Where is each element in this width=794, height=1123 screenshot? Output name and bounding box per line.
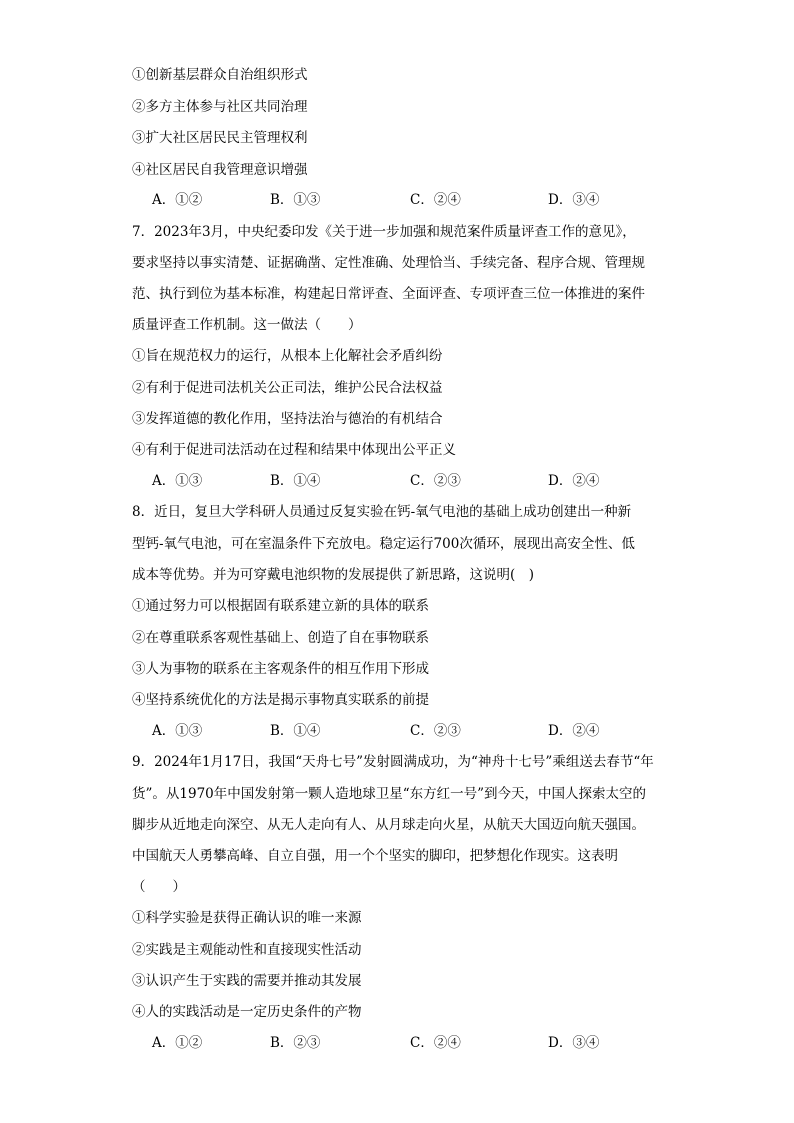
q9-stem-line-5: （ ）: [132, 879, 186, 895]
q9-choices: [152, 1033, 672, 1053]
q6-option-1: ①创新基层群众自治组织形式: [132, 67, 308, 83]
q8-option-1: ①通过努力可以根据固有联系建立新的具体的联系: [132, 598, 429, 614]
q7-stem-line-2: 要求坚持以事实清楚、证据确凿、定性准确、处理恰当、手续完备、程序合规、管理规: [132, 255, 645, 271]
q8-choice-b: B．①④: [270, 723, 321, 739]
q6-option-2: ②多方主体参与社区共同治理: [132, 99, 308, 115]
q8-option-4: ④坚持系统优化的方法是揭示事物真实联系的前提: [132, 692, 429, 708]
q9-choice-c: C．②④: [410, 1035, 461, 1051]
q7-option-2: ②有利于促进司法机关公正司法，维护公民合法权益: [132, 380, 443, 396]
q6-option-4: ④社区居民自我管理意识增强: [132, 162, 308, 178]
q8-option-3: ③人为事物的联系在主客观条件的相互作用下形成: [132, 661, 429, 677]
q7-option-3: ③发挥道德的教化作用，坚持法治与德治的有机结合: [132, 411, 443, 427]
q9-option-4: ④人的实践活动是一定历史条件的产物: [132, 1004, 362, 1020]
q8-choices: [152, 721, 672, 741]
q7-choice-c: C．②③: [410, 473, 461, 489]
q9-stem-line-1: 9．2024年1月17日，我国“天舟七号”发射圆满成功，为“神舟十七号”乘组送去春节“年: [132, 754, 654, 770]
q9-option-3: ③认识产生于实践的需要并推动其发展: [132, 973, 362, 989]
q6-choice-b: B．①③: [270, 192, 321, 208]
q9-option-2: ②实践是主观能动性和直接现实性活动: [132, 942, 362, 958]
q9-option-1: ①科学实验是获得正确认识的唯一来源: [132, 910, 362, 926]
q6-option-3: ③扩大社区居民民主管理权利: [132, 130, 308, 146]
q7-choice-d: D．②④: [548, 473, 600, 489]
q8-stem-line-2: 型钙-氧气电池，可在室温条件下充放电。稳定运行700次循环，展现出高安全性、低: [132, 536, 635, 552]
q9-stem-line-4: 中国航天人勇攀高峰、自立自强，用一个个坚实的脚印，把梦想化作现实。这表明: [132, 848, 618, 864]
q7-stem-line-1: 7．2023年3月，中央纪委印发《关于进一步加强和规范案件质量评查工作的意见》，: [132, 224, 636, 240]
q7-stem-line-3: 范、执行到位为基本标准，构建起日常评查、全面评查、专项评查三位一体推进的案件: [132, 286, 645, 302]
q7-option-4: ④有利于促进司法活动在过程和结果中体现出公平正义: [132, 442, 456, 458]
q8-choice-a: A．①③: [152, 723, 203, 739]
q7-choice-a: A．①③: [152, 473, 203, 489]
q6-choice-c: C．②④: [410, 192, 461, 208]
q9-choice-b: B．②③: [270, 1035, 321, 1051]
q9-choice-a: A．①②: [152, 1035, 203, 1051]
q9-choice-d: D．③④: [548, 1035, 600, 1051]
q7-option-1: ①旨在规范权力的运行，从根本上化解社会矛盾纠纷: [132, 348, 443, 364]
q9-stem-line-3: 脚步从近地走向深空、从无人走向有人、从月球走向火星，从航天大国迈向航天强国。: [132, 817, 645, 833]
q8-choice-c: C．②③: [410, 723, 461, 739]
q8-option-2: ②在尊重联系客观性基础上、创造了自在事物联系: [132, 630, 429, 646]
q6-choice-d: D．③④: [548, 192, 600, 208]
q8-stem-line-1: 8．近日，复旦大学科研人员通过反复实验在钙-氧气电池的基础上成功创建出一种新: [132, 504, 632, 520]
q7-stem-line-4: 质量评查工作机制。这一做法（ ）: [132, 317, 362, 333]
q9-stem-line-2: 货”。从1970年中国发射第一颗人造地球卫星“东方红一号”到今天，中国人探索太空的: [132, 786, 647, 802]
q7-choices: [152, 471, 672, 491]
q8-stem-line-3: 成本等优势。并为可穿戴电池织物的发展提供了新思路，这说明( ): [132, 567, 535, 583]
q7-choice-b: B．①④: [270, 473, 321, 489]
q6-choice-a: A．①②: [152, 192, 203, 208]
q8-choice-d: D．②④: [548, 723, 600, 739]
q6-choices: [152, 190, 672, 210]
